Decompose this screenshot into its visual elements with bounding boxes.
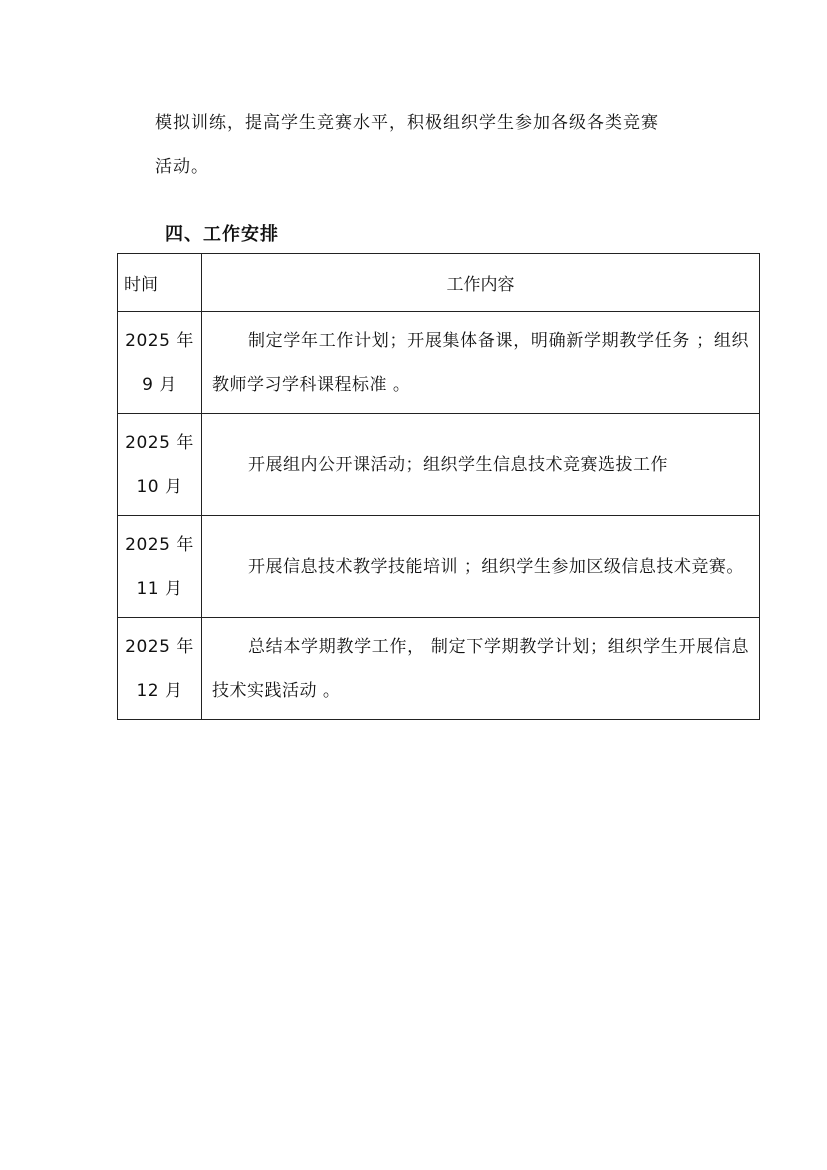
table-row [118, 516, 760, 618]
time-cell [118, 414, 202, 516]
paragraph-line-2: 活动。 [155, 157, 209, 177]
content-cell: 总结本学期教学工作， 制定下学期教学计划；组织学生开展信息技术实践活动 。 [202, 618, 760, 720]
table-row [118, 618, 760, 720]
content-cell: 开展组内公开课活动；组织学生信息技术竞赛选拔工作 [202, 414, 760, 516]
work-schedule-table [117, 253, 760, 720]
month-label: 12 月 [136, 680, 183, 701]
table-header-row [118, 254, 760, 312]
time-cell [118, 618, 202, 720]
year-label: 2025 年 [125, 636, 194, 657]
content-cell: 开展信息技术教学技能培训 ；组织学生参加区级信息技术竞赛。 [202, 516, 760, 618]
time-cell [118, 312, 202, 414]
month-label: 11 月 [136, 578, 183, 599]
year-label: 2025 年 [125, 330, 194, 351]
header-time: 时间 [118, 254, 202, 312]
time-cell [118, 516, 202, 618]
content-cell: 制定学年工作计划；开展集体备课，明确新学期教学任务 ；组织教师学习学科课程标准 。 [202, 312, 760, 414]
table-row [118, 414, 760, 516]
paragraph-line-1: 模拟训练，提高学生竞赛水平，积极组织学生参加各级各类竞赛 [155, 113, 659, 133]
year-label: 2025 年 [125, 534, 194, 555]
table-row [118, 312, 760, 414]
section-heading: 四、工作安排 [165, 224, 279, 245]
month-label: 9 月 [142, 374, 177, 395]
header-content: 工作内容 [202, 254, 760, 312]
year-label: 2025 年 [125, 432, 194, 453]
month-label: 10 月 [136, 476, 183, 497]
